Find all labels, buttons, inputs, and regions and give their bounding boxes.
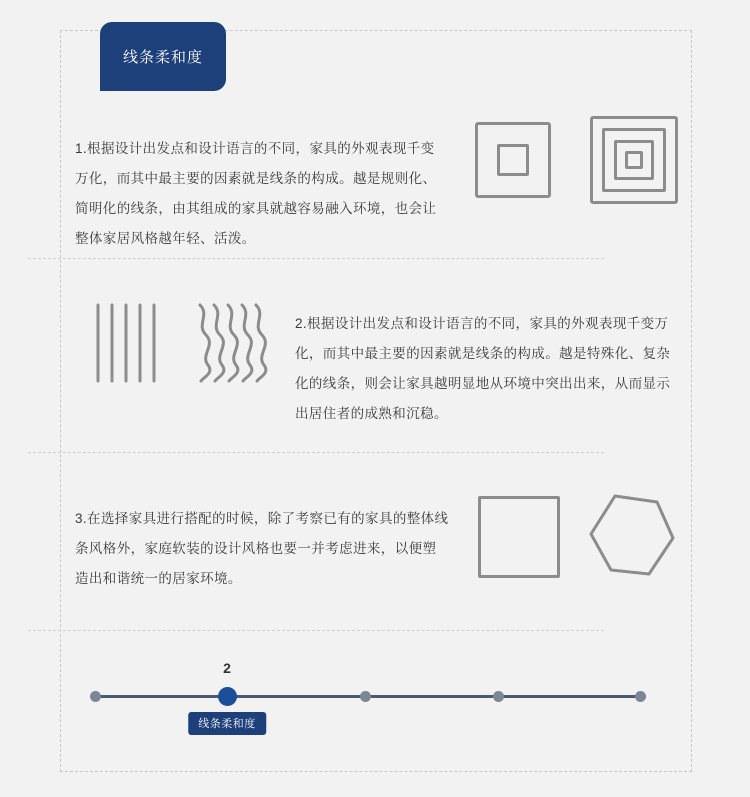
paragraph-3: 3.在选择家具进行搭配的时候，除了考察已有的家具的整体线条风格外，家庭软装的设计风格也要一并考虑进来，以便塑造出和谐统一的居家环境。	[75, 510, 449, 586]
wavy-lines-icon	[196, 303, 276, 383]
timeline-dot-1[interactable]	[90, 691, 101, 702]
nested-square-small-inner	[497, 144, 529, 176]
timeline-dot-2[interactable]	[218, 687, 237, 706]
timeline-track	[98, 695, 646, 698]
timeline-dot-4[interactable]	[493, 691, 504, 702]
section-tab[interactable]	[100, 22, 226, 90]
shape-group-2	[80, 295, 280, 395]
paragraph-1: 1.根据设计出发点和设计语言的不同，家具的外观表现千变万化，而其中最主要的因素就是线条的构成。越是规则化、简明化的线条，由其组成的家具就越容易融入环境，也会让整体家居风格越年轻、活泼。	[75, 140, 437, 246]
divider-2	[28, 452, 604, 453]
step-timeline[interactable]	[90, 660, 650, 750]
timeline-dot-5[interactable]	[635, 691, 646, 702]
paragraph-2: 2.根据设计出发点和设计语言的不同，家具的外观表现千变万化，而其中最主要的因素就是线条的构成。越是特殊化、复杂化的线条，则会让家具越明显地从环境中突出出来，从而显示出居住者的成熟和沉稳。	[295, 315, 671, 421]
shape-group-3	[470, 490, 680, 590]
timeline-current-step-label[interactable]: 线条柔和度	[188, 712, 266, 735]
divider-1	[28, 258, 604, 259]
shape-group-1	[470, 112, 680, 212]
polygon-outline-shape	[585, 490, 681, 586]
straight-lines-icon	[94, 303, 174, 383]
nested-square-large-ring-4	[625, 151, 643, 169]
square-outline-shape	[478, 496, 560, 578]
section-tab-label: 线条柔和度	[122, 48, 203, 66]
timeline-current-step-number: 2	[223, 660, 231, 676]
divider-3	[28, 630, 604, 631]
timeline-dot-3[interactable]	[360, 691, 371, 702]
